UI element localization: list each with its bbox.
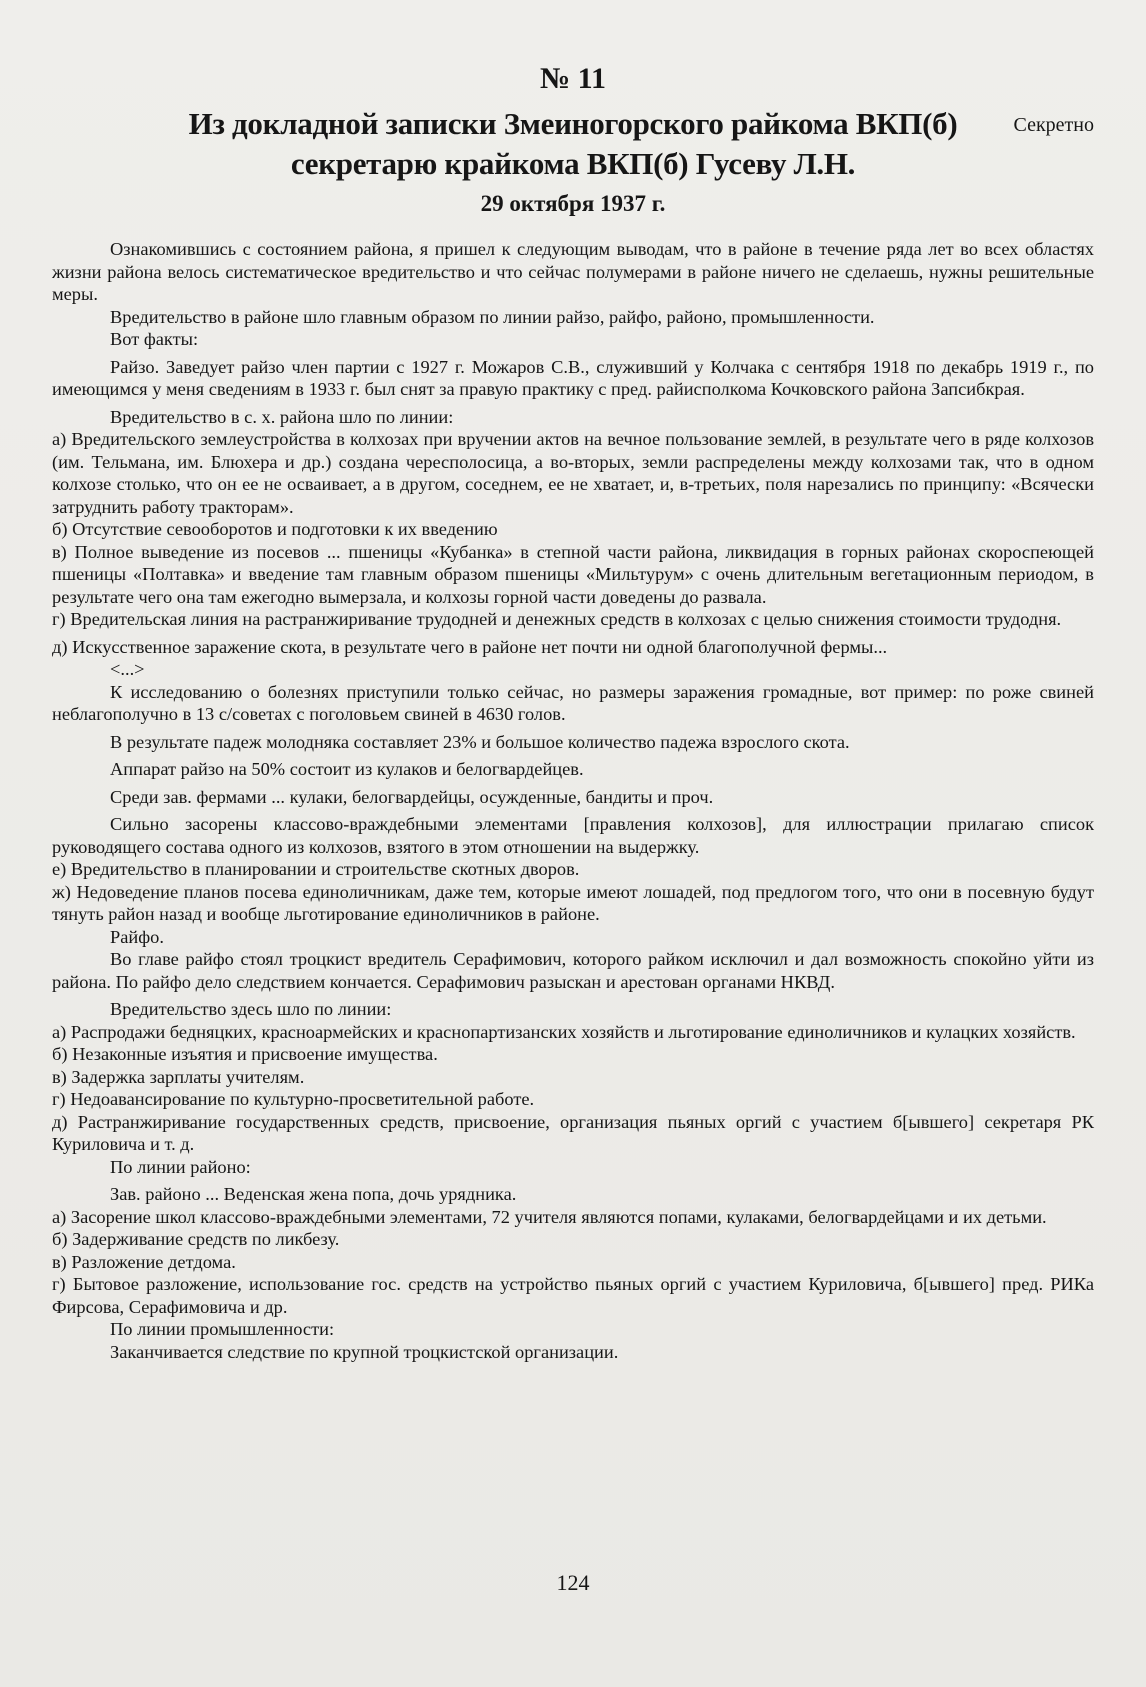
list-item: ж) Недоведение планов посева единоличникам, даже тем, которые имеют лошадей, под предлогом того, что они в посевную будут тянуть район назад и вообще льготирование единоличников в районе. xyxy=(52,881,1094,924)
list-item: д) Искусственное заражение скота, в результате чего в районе нет почти ни одной благополучной фермы... xyxy=(52,636,888,657)
section-heading: Райфо. xyxy=(110,926,164,947)
list-item: в) Полное выведение из посевов ... пшеницы «Кубанка» в степной части района, ликвидация в горных районах скороспеющей пшеницы «Полтавка» и введение там главным образом пшеницы «Мильтурум» с очень длительным вегетационным периодом, в результате чего она там ежегодно вымерзала, и колхозы горной части доведены до развала. xyxy=(52,541,1094,607)
list-item: б) Отсутствие севооборотов и подготовки к их введению xyxy=(52,519,498,539)
omission-mark: <...> xyxy=(110,659,145,679)
list-item: б) Задерживание средств по ликбезу. xyxy=(52,1229,340,1249)
paragraph: Сильно засорены классово-враждебными элементами [правления колхозов], для иллюстрации прилагаю список руководящего состава одного из колхозов, взятого в этом отношении на выдержку. xyxy=(52,814,1094,857)
paragraph: Ознакомившись с состоянием района, я пришел к следующим выводам, что в районе в течение ряда лет во всех областях жизни района велось систематическое вредительство и что сейчас полумерами в районе ничего не сделаешь, нужны решительные меры. xyxy=(52,239,1094,304)
list-item: е) Вредительство в планировании и строительстве скотных дворов. xyxy=(52,859,580,879)
page-number: 124 xyxy=(556,1570,590,1595)
list-item: а) Вредительского землеустройства в колхозах при вручении актов на вечное пользование землей, в результате чего в ряде колхозов (им. Тельмана, им. Блюхера и др.) создана чересполосица, а во-вторых, земли распределены между колхозами так, что в одном колхозе столько, что он ее не осваивает, а в другом, соседнем, ее не хватает, и, в-третьих, поля нарезались по принципу: «Всячески затруднить работу тракторам». xyxy=(52,429,1094,517)
document-date: 29 октября 1937 г. xyxy=(480,191,666,216)
list-item: а) Засорение школ классово-враждебными элементами, 72 учителя являются попами, кулаками, белогвардейцами и их детьми. xyxy=(52,1206,1047,1227)
list-item: б) Незаконные изъятия и присвоение имущества. xyxy=(52,1044,438,1064)
paragraph: Аппарат райзо на 50% состоит из кулаков и белогвардейцев. xyxy=(110,759,584,779)
paragraph: Вредительство здесь шло по линии: xyxy=(110,999,392,1019)
list-item: г) Бытовое разложение, использование гос. средств на устройство пьяных оргий с участием Куриловича, б[ывшего] пред. РИКа Фирсова, Серафимовича и др. xyxy=(52,1274,1094,1317)
list-item: г) Вредительская линия на растранжиривание трудодней и денежных средств в колхозах с целью снижения стоимости трудодня. xyxy=(52,609,1062,629)
document-title-line-1: Из докладной записки Змеиногорского райкома ВКП(б) xyxy=(188,106,958,141)
paragraph: Райзо. Заведует райзо член партии с 1927 г. Можаров С.В., служивший у Колчака с сентября 1918 по декабрь 1919 г., по имеющимся у меня сведениям в 1933 г. был снят за правую практику с пред. райисполкома Кочковского района Запсибкрая. xyxy=(52,356,1094,399)
paragraph: В результате падеж молодняка составляет 23% и большое количество падежа взрослого скота. xyxy=(110,731,850,752)
list-item: г) Недоавансирование по культурно-просветительной работе. xyxy=(52,1089,535,1109)
document-number: № 11 xyxy=(540,62,606,95)
document-title-line-2: секретарю крайкома ВКП(б) Гусеву Л.Н. xyxy=(290,146,856,181)
list-item: в) Разложение детдома. xyxy=(52,1251,236,1272)
classification-label: Секретно xyxy=(1013,114,1094,136)
list-item: а) Распродажи бедняцких, красноармейских и краснопартизанских хозяйств и льготирование единоличников и кулацких хозяйств. xyxy=(52,1021,1076,1042)
paragraph: Вредительство в районе шло главным образом по линии райзо, райфо, районо, промышленности. xyxy=(110,306,875,327)
section-heading: По линии районо: xyxy=(110,1156,251,1177)
paragraph: Вредительство в с. х. района шло по линии: xyxy=(110,406,454,427)
paragraph: Зав. районо ... Веденская жена попа, дочь урядника. xyxy=(110,1184,517,1204)
document-content xyxy=(52,62,1094,1363)
document-body xyxy=(52,238,1094,1363)
paragraph: Вот факты: xyxy=(110,329,199,349)
paragraph: Заканчивается следствие по крупной троцкистской организации. xyxy=(110,1341,619,1362)
section-heading: По линии промышленности: xyxy=(110,1319,335,1339)
paragraph: Среди зав. фермами ... кулаки, белогвардейцы, осужденные, бандиты и проч. xyxy=(110,786,714,807)
paragraph: К исследованию о болезнях приступили только сейчас, но размеры заражения громадные, вот пример: по роже свиней неблагополучно в 13 с/советах с поголовьем свиней в 4630 голов. xyxy=(52,681,1094,724)
list-item: д) Растранжиривание государственных средств, присвоение, организация пьяных оргий с участием б[ывшего] секретаря РК Куриловича и т. д. xyxy=(52,1111,1094,1154)
paragraph: Во главе райфо стоял троцкист вредитель Серафимович, которого райком исключил и дал возможность спокойно уйти из района. По райфо дело следствием кончается. Серафимович разыскан и арестован органами НКВД. xyxy=(52,949,1094,992)
list-item: в) Задержка зарплаты учителям. xyxy=(52,1066,305,1087)
